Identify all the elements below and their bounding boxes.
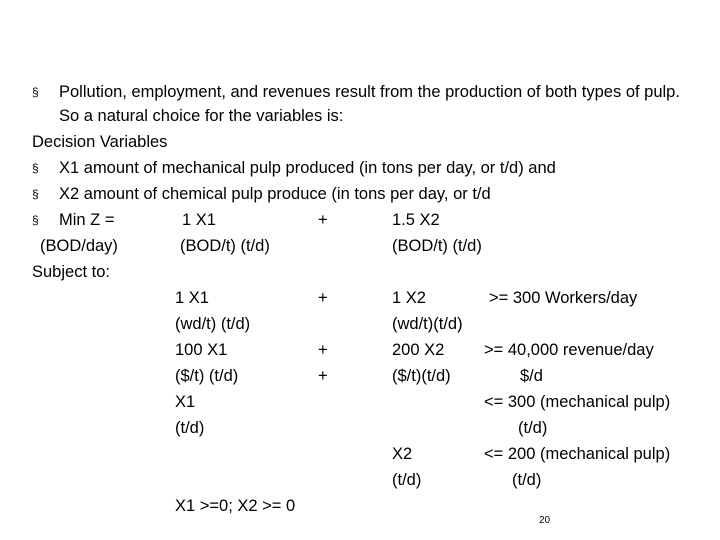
c1-rhs: >= 300 Workers/day (489, 289, 638, 307)
c3-term-1: X1 (175, 393, 196, 411)
c4-term-2: X2 (392, 445, 413, 463)
c1-unit-2: (wd/t)(t/d) (392, 315, 463, 333)
c2-term-1: 100 X1 (175, 341, 228, 359)
objective-term-2: 1.5 X2 (392, 211, 440, 229)
objective-unit-z: (BOD/day) (40, 237, 118, 255)
c2-unit-rhs: $/d (520, 367, 543, 385)
variable-x2: X2 amount of chemical pulp produce (in tons per day, or t/d (59, 185, 491, 203)
c4-unit-2: (t/d) (392, 471, 422, 489)
c1-plus: + (318, 289, 328, 307)
objective-term-1: 1 X1 (182, 211, 216, 229)
c3-unit-1: (t/d) (175, 419, 205, 437)
c3-unit-rhs: (t/d) (518, 419, 548, 437)
objective-unit-1: (BOD/t) (t/d) (180, 237, 270, 255)
bullet-icon: § (32, 85, 39, 99)
c1-unit-1: (wd/t) (t/d) (175, 315, 251, 333)
c1-term-1: 1 X1 (175, 289, 209, 307)
objective-unit-2: (BOD/t) (t/d) (392, 237, 482, 255)
variable-x1: X1 amount of mechanical pulp produced (in tons per day, or t/d) and (59, 159, 556, 177)
c4-unit-rhs: (t/d) (512, 471, 542, 489)
c4-rhs: <= 200 (mechanical pulp) (484, 445, 671, 463)
nonnegativity-constraint: X1 >=0; X2 >= 0 (175, 497, 296, 515)
objective-plus: + (318, 211, 328, 229)
objective-label: Min Z = (59, 211, 115, 229)
bullet-icon: § (32, 213, 39, 227)
decision-variables-heading: Decision Variables (32, 133, 168, 151)
c3-rhs: <= 300 (mechanical pulp) (484, 393, 671, 411)
c2-unit-plus: + (318, 367, 328, 385)
c2-plus: + (318, 341, 328, 359)
c2-rhs: >= 40,000 revenue/day (484, 341, 654, 359)
subject-to-heading: Subject to: (32, 263, 110, 281)
bullet-icon: § (32, 161, 39, 175)
c1-term-2: 1 X2 (392, 289, 426, 307)
c2-unit-1: ($/t) (t/d) (175, 367, 239, 385)
intro-line-2: So a natural choice for the variables is: (59, 107, 344, 125)
c2-unit-2: ($/t)(t/d) (392, 367, 451, 385)
bullet-icon: § (32, 187, 39, 201)
c2-term-2: 200 X2 (392, 341, 445, 359)
page-number: 20 (539, 515, 551, 526)
intro-line-1: Pollution, employment, and revenues result from the production of both types of pulp. (59, 83, 680, 101)
